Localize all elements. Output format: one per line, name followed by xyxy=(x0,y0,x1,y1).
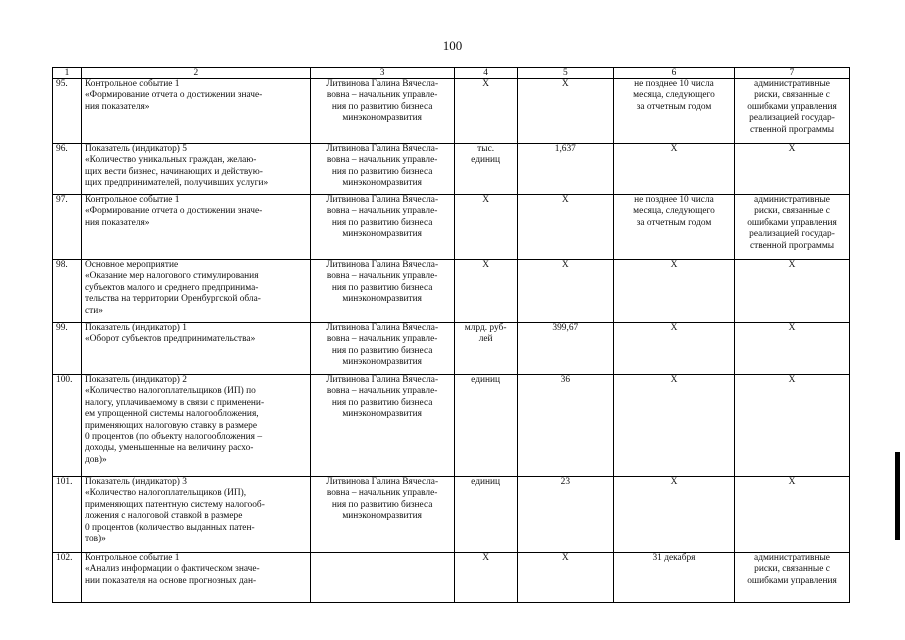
column-number-row xyxy=(53,68,850,79)
responsible-person-cell xyxy=(310,375,454,477)
row-number-cell xyxy=(53,375,82,477)
unit-of-measure-cell xyxy=(454,477,517,553)
deadline-line: не позднее 10 числа xyxy=(634,79,714,89)
responsible-person-line: вовна – начальник управле- xyxy=(326,271,438,282)
deadline-cell xyxy=(613,375,734,477)
target-value-cell xyxy=(517,260,613,323)
header-cell-4: 4 xyxy=(454,68,517,79)
row-number-cell xyxy=(53,553,82,603)
row-number-text: 101. xyxy=(56,477,73,487)
deadline-line: 31 декабря xyxy=(652,553,696,563)
target-value-cell xyxy=(517,144,613,195)
row-number-cell xyxy=(53,477,82,553)
risks-cell xyxy=(735,195,850,260)
deadline-cell xyxy=(613,477,734,553)
target-value-cell xyxy=(517,477,613,553)
risks-line: административные xyxy=(754,553,830,563)
measure-description-line: «Формирование отчета о достижении значе- xyxy=(84,206,263,217)
measure-description-cell xyxy=(81,260,310,323)
row-number-text: 100. xyxy=(56,375,73,385)
risks-cell xyxy=(735,260,850,323)
header-cell-5: 5 xyxy=(517,68,613,79)
measure-description-cell xyxy=(81,477,310,553)
measure-description-line: ем упрощенной системы налогообложения, xyxy=(84,409,259,420)
measure-description-cell xyxy=(81,323,310,375)
measure-description-line: ния показателя» xyxy=(84,217,150,228)
responsible-person-line: ния по развитию бизнеса xyxy=(331,345,433,356)
unit-of-measure-line: тыс. xyxy=(477,144,495,154)
measure-description-line: «Формирование отчета о достижении значе- xyxy=(84,90,263,101)
header-cell-6: 6 xyxy=(613,68,734,79)
measure-description-line: ния показателя» xyxy=(84,101,150,112)
responsible-person-line: Литвинова Галина Вячесла- xyxy=(326,375,439,385)
responsible-person-line: вовна – начальник управле- xyxy=(326,206,438,217)
measure-description-cell xyxy=(81,553,310,603)
responsible-person-line: минэкономразвития xyxy=(342,409,422,420)
measure-description-line: Основное мероприятие xyxy=(84,260,179,270)
risks-cell xyxy=(735,144,850,195)
table-row xyxy=(53,260,850,323)
risks-line: ошибками управления xyxy=(747,217,837,228)
deadline-cell xyxy=(613,195,734,260)
measure-description-line: Показатель (индикатор) 3 xyxy=(84,477,187,487)
responsible-person-line: минэкономразвития xyxy=(342,357,422,368)
target-value-cell xyxy=(517,79,613,144)
deadline-line: месяца, следующего xyxy=(633,206,715,217)
risks-line: ственной программы xyxy=(749,240,835,251)
risks-cell xyxy=(735,323,850,375)
deadline-cell xyxy=(613,260,734,323)
row-number-text: 97. xyxy=(56,195,68,205)
responsible-person-line: Литвинова Галина Вячесла- xyxy=(326,195,439,205)
target-value-line: 399,67 xyxy=(552,323,579,333)
measure-description-line: Показатель (индикатор) 5 xyxy=(84,144,187,154)
table-row xyxy=(53,477,850,553)
target-value-line: Х xyxy=(561,79,569,89)
row-number-text: 98. xyxy=(56,260,68,270)
unit-of-measure-line: Х xyxy=(482,195,490,205)
responsible-person-line: минэкономразвития xyxy=(342,113,422,124)
responsible-person-line: Литвинова Галина Вячесла- xyxy=(326,79,439,89)
risks-line: административные xyxy=(754,79,830,89)
risks-line: Х xyxy=(788,144,796,154)
deadline-cell xyxy=(613,144,734,195)
measure-description-line: применяющих налоговую ставку в размере xyxy=(84,420,257,431)
responsible-person-line: ния по развитию бизнеса xyxy=(331,397,433,408)
unit-of-measure-cell xyxy=(454,375,517,477)
responsible-person-line: Литвинова Галина Вячесла- xyxy=(326,323,439,333)
table-row xyxy=(53,323,850,375)
measure-description-line: «Количество налогоплательщиков (ИП), xyxy=(84,488,247,499)
measures-table xyxy=(52,67,850,603)
risks-line: Х xyxy=(788,260,796,270)
responsible-person-line: вовна – начальник управле- xyxy=(326,386,438,397)
row-number-text: 95. xyxy=(56,79,68,89)
measure-description-line: нии показателя на основе прогнозных дан- xyxy=(84,575,257,586)
unit-of-measure-cell xyxy=(454,79,517,144)
risks-cell xyxy=(735,79,850,144)
table-row xyxy=(53,195,850,260)
measure-description-line: доходы, уменьшенные на величину расхо- xyxy=(84,443,254,454)
unit-of-measure-cell xyxy=(454,323,517,375)
responsible-person-line: ния по развитию бизнеса xyxy=(331,217,433,228)
deadline-cell xyxy=(613,553,734,603)
measure-description-line: «Оказание мер налогового стимулирования xyxy=(84,271,259,282)
measure-description-line: субъектов малого и среднего предпринима- xyxy=(84,282,259,293)
responsible-person-line: минэкономразвития xyxy=(342,178,422,189)
measure-description-line: «Оборот субъектов предпринимательства» xyxy=(84,334,256,345)
deadline-line: Х xyxy=(670,260,678,270)
deadline-line: Х xyxy=(670,323,678,333)
risks-line: реализацией государ- xyxy=(749,229,835,240)
measure-description-cell xyxy=(81,144,310,195)
responsible-person-line: Литвинова Галина Вячесла- xyxy=(326,477,439,487)
unit-of-measure-line: единиц xyxy=(471,477,501,487)
unit-of-measure-line: Х xyxy=(482,260,490,270)
responsible-person-cell xyxy=(310,553,454,603)
measure-description-line: «Анализ информации о фактическом значе- xyxy=(84,564,260,575)
unit-of-measure-cell xyxy=(454,195,517,260)
header-cell-7: 7 xyxy=(735,68,850,79)
deadline-line: за отчетным годом xyxy=(636,101,712,112)
responsible-person-line: ния по развитию бизнеса xyxy=(331,166,433,177)
responsible-person-cell xyxy=(310,79,454,144)
deadline-cell xyxy=(613,79,734,144)
target-value-line: 1,637 xyxy=(554,144,576,154)
responsible-person-line: минэкономразвития xyxy=(342,511,422,522)
unit-of-measure-cell xyxy=(454,553,517,603)
row-number-cell xyxy=(53,79,82,144)
risks-line: ственной программы xyxy=(749,124,835,135)
measure-description-line: ложения с налоговой ставкой в размере xyxy=(84,511,243,522)
unit-of-measure-line: единиц xyxy=(471,155,501,166)
target-value-cell xyxy=(517,195,613,260)
measure-description-line: тельства на территории Оренбургской обла- xyxy=(84,294,261,305)
measure-description-cell xyxy=(81,375,310,477)
measure-description-line: Показатель (индикатор) 2 xyxy=(84,375,187,385)
scan-edge-mark xyxy=(895,452,900,540)
unit-of-measure-line: Х xyxy=(482,553,490,563)
measure-description-line: «Количество уникальных граждан, желаю- xyxy=(84,155,257,166)
table-row xyxy=(53,144,850,195)
header-cell-1: 1 xyxy=(53,68,82,79)
measure-description-line: «Количество налогоплательщиков (ИП) по xyxy=(84,386,256,397)
deadline-line: Х xyxy=(670,375,678,385)
deadline-line: месяца, следующего xyxy=(633,90,715,101)
target-value-cell xyxy=(517,375,613,477)
responsible-person-line: вовна – начальник управле- xyxy=(326,90,438,101)
risks-line: риски, связанные с xyxy=(754,564,830,575)
risks-line: риски, связанные с xyxy=(754,90,830,101)
target-value-line: Х xyxy=(561,195,569,205)
measure-description-line: тов)» xyxy=(84,534,106,545)
row-number-text: 96. xyxy=(56,144,68,154)
unit-of-measure-line: лей xyxy=(478,334,493,345)
risks-line: Х xyxy=(788,477,796,487)
target-value-line: Х xyxy=(561,553,569,563)
row-number-cell xyxy=(53,323,82,375)
target-value-line: 23 xyxy=(560,477,570,487)
responsible-person-line: ния по развитию бизнеса xyxy=(331,282,433,293)
header-cell-3: 3 xyxy=(310,68,454,79)
responsible-person-line: вовна – начальник управле- xyxy=(326,334,438,345)
target-value-line: Х xyxy=(561,260,569,270)
header-cell-2: 2 xyxy=(81,68,310,79)
row-number-text: 102. xyxy=(56,553,73,563)
measure-description-line: Контрольное событие 1 xyxy=(84,79,180,89)
risks-line: Х xyxy=(788,375,796,385)
unit-of-measure-line: Х xyxy=(482,79,490,89)
risks-line: ошибками управления xyxy=(747,575,837,586)
responsible-person-line: ния по развитию бизнеса xyxy=(331,499,433,510)
row-number-cell xyxy=(53,144,82,195)
responsible-person-line: Литвинова Галина Вячесла- xyxy=(326,144,439,154)
risks-cell xyxy=(735,375,850,477)
responsible-person-line: Литвинова Галина Вячесла- xyxy=(326,260,439,270)
risks-line: административные xyxy=(754,195,830,205)
measure-description-line: применяющих патентную систему налогооб- xyxy=(84,499,265,510)
measure-description-line: Показатель (индикатор) 1 xyxy=(84,323,187,333)
responsible-person-line: минэкономразвития xyxy=(342,229,422,240)
deadline-line: Х xyxy=(670,144,678,154)
measure-description-cell xyxy=(81,195,310,260)
deadline-line: за отчетным годом xyxy=(636,217,712,228)
unit-of-measure-cell xyxy=(454,260,517,323)
responsible-person-line: вовна – начальник управле- xyxy=(326,155,438,166)
measure-description-line: дов)» xyxy=(84,454,107,465)
responsible-person-line: минэкономразвития xyxy=(342,294,422,305)
row-number-cell xyxy=(53,260,82,323)
measure-description-line: щих вести бизнес, начинающих и действую- xyxy=(84,166,263,177)
responsible-person-cell xyxy=(310,195,454,260)
target-value-cell xyxy=(517,553,613,603)
page-number: 100 xyxy=(442,38,463,53)
measure-description-line: Контрольное событие 1 xyxy=(84,553,180,563)
measure-description-line: сти» xyxy=(84,305,103,316)
target-value-line: 36 xyxy=(560,375,570,385)
unit-of-measure-cell xyxy=(454,144,517,195)
measure-description-line: Контрольное событие 1 xyxy=(84,195,180,205)
table-row xyxy=(53,79,850,144)
table-row xyxy=(53,553,850,603)
responsible-person-cell xyxy=(310,260,454,323)
responsible-person-cell xyxy=(310,477,454,553)
risks-line: реализацией государ- xyxy=(749,113,835,124)
target-value-cell xyxy=(517,323,613,375)
row-number-cell xyxy=(53,195,82,260)
responsible-person-line: ния по развитию бизнеса xyxy=(331,101,433,112)
deadline-line: Х xyxy=(670,477,678,487)
row-number-text: 99. xyxy=(56,323,68,333)
unit-of-measure-line: единиц xyxy=(471,375,501,385)
measure-description-line: 0 процентов (по объекту налогообложения – xyxy=(84,432,263,443)
table-row xyxy=(53,375,850,477)
risks-line: ошибками управления xyxy=(747,101,837,112)
measure-description-cell xyxy=(81,79,310,144)
measure-description-line: налогу, уплачиваемому в связи с применени- xyxy=(84,397,265,408)
risks-cell xyxy=(735,553,850,603)
risks-line: риски, связанные с xyxy=(754,206,830,217)
measure-description-line: 0 процентов (количество выданных патен- xyxy=(84,522,255,533)
unit-of-measure-line: млрд. руб- xyxy=(464,323,507,333)
responsible-person-cell xyxy=(310,323,454,375)
measure-description-line: щих предпринимателей, получивших услуги» xyxy=(84,178,269,189)
deadline-cell xyxy=(613,323,734,375)
responsible-person-line: вовна – начальник управле- xyxy=(326,488,438,499)
deadline-line: не позднее 10 числа xyxy=(634,195,714,205)
risks-line: Х xyxy=(788,323,796,333)
risks-cell xyxy=(735,477,850,553)
responsible-person-cell xyxy=(310,144,454,195)
